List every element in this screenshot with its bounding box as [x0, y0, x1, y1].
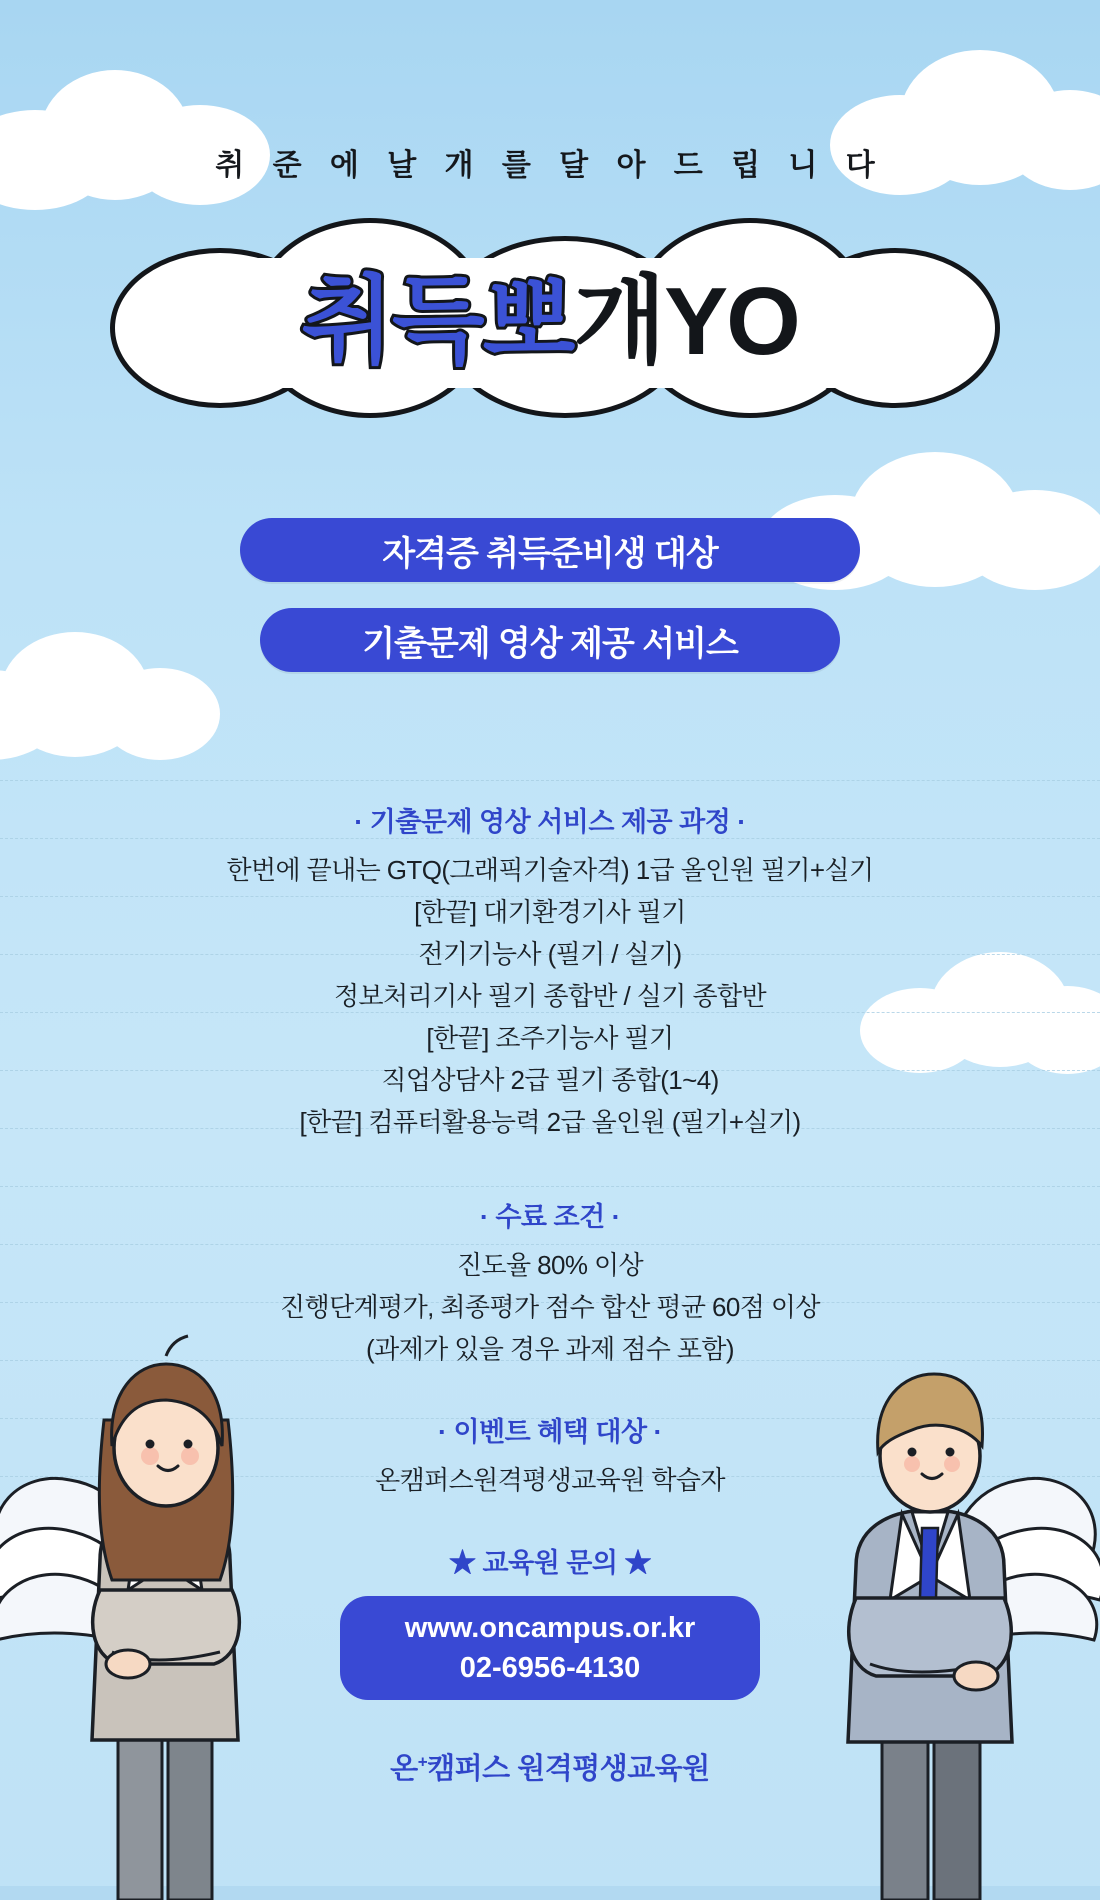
brand-rest: 캠퍼스 원격평생교육원	[427, 1753, 710, 1785]
section-event-heading: · 이벤트 혜택 대상 ·	[437, 1417, 663, 1447]
section-contact	[0, 1541, 1100, 1787]
contact-heading: ★ 교육원 문의 ★	[449, 1548, 651, 1578]
section-courses-heading: · 기출문제 영상 서비스 제공 과정 ·	[354, 807, 746, 837]
logo-text-part3: 개YO	[573, 267, 799, 375]
section-completion-heading: · 수료 조건 ·	[479, 1202, 621, 1232]
course-line: 직업상담사 2급 필기 종합(1~4)	[381, 1065, 719, 1095]
completion-line: 진도율 80% 이상	[456, 1250, 644, 1280]
cloud-mid-left	[0, 620, 220, 760]
contact-phone[interactable]: 02-6956-4130	[459, 1652, 641, 1684]
spacer	[0, 1143, 1100, 1195]
course-line: 전기기능사 (필기 / 실기)	[418, 939, 682, 969]
brand-prefix: 온	[390, 1753, 418, 1785]
completion-line: 진행단계평가, 최종평가 점수 합산 평균 60점 이상	[280, 1292, 820, 1322]
brand-name	[0, 1746, 1100, 1787]
course-line: [한끝] 컴퓨터활용능력 2급 올인원 (필기+실기)	[299, 1107, 801, 1137]
course-line: [한끝] 조주기능사 필기	[426, 1023, 674, 1053]
brand-superscript: +	[417, 1752, 428, 1772]
cloud-top-left	[0, 60, 280, 210]
page-tagline: 취 준 에 날 개 를 달 아 드 립 니 다	[215, 149, 885, 182]
spacer	[0, 1370, 1100, 1410]
contact-website[interactable]: www.oncampus.or.kr	[404, 1612, 696, 1644]
course-line: 정보처리기사 필기 종합반 / 실기 종합반	[334, 981, 766, 1011]
logo-text	[110, 218, 990, 408]
logo-text-part2: 뽀	[482, 267, 574, 375]
logo-text-part1: 취득	[301, 267, 483, 375]
logo-bubble-group	[110, 218, 990, 408]
event-line: 온캠퍼스원격평생교육원 학습자	[375, 1465, 725, 1495]
poster-body	[0, 800, 1100, 1787]
contact-box[interactable]	[340, 1596, 760, 1700]
pill-service: 기출문제 영상 제공 서비스	[260, 608, 840, 672]
spacer	[0, 1501, 1100, 1541]
section-courses	[0, 800, 1100, 1143]
completion-line: (과제가 있을 경우 과제 점수 포함)	[366, 1334, 734, 1364]
pill-target-audience: 자격증 취득준비생 대상	[240, 518, 860, 582]
section-completion	[0, 1195, 1100, 1370]
section-event	[0, 1410, 1100, 1501]
course-line: [한끝] 대기환경기사 필기	[414, 897, 686, 927]
course-line: 한번에 끝내는 GTQ(그래픽기술자격) 1급 올인원 필기+실기	[226, 855, 874, 885]
